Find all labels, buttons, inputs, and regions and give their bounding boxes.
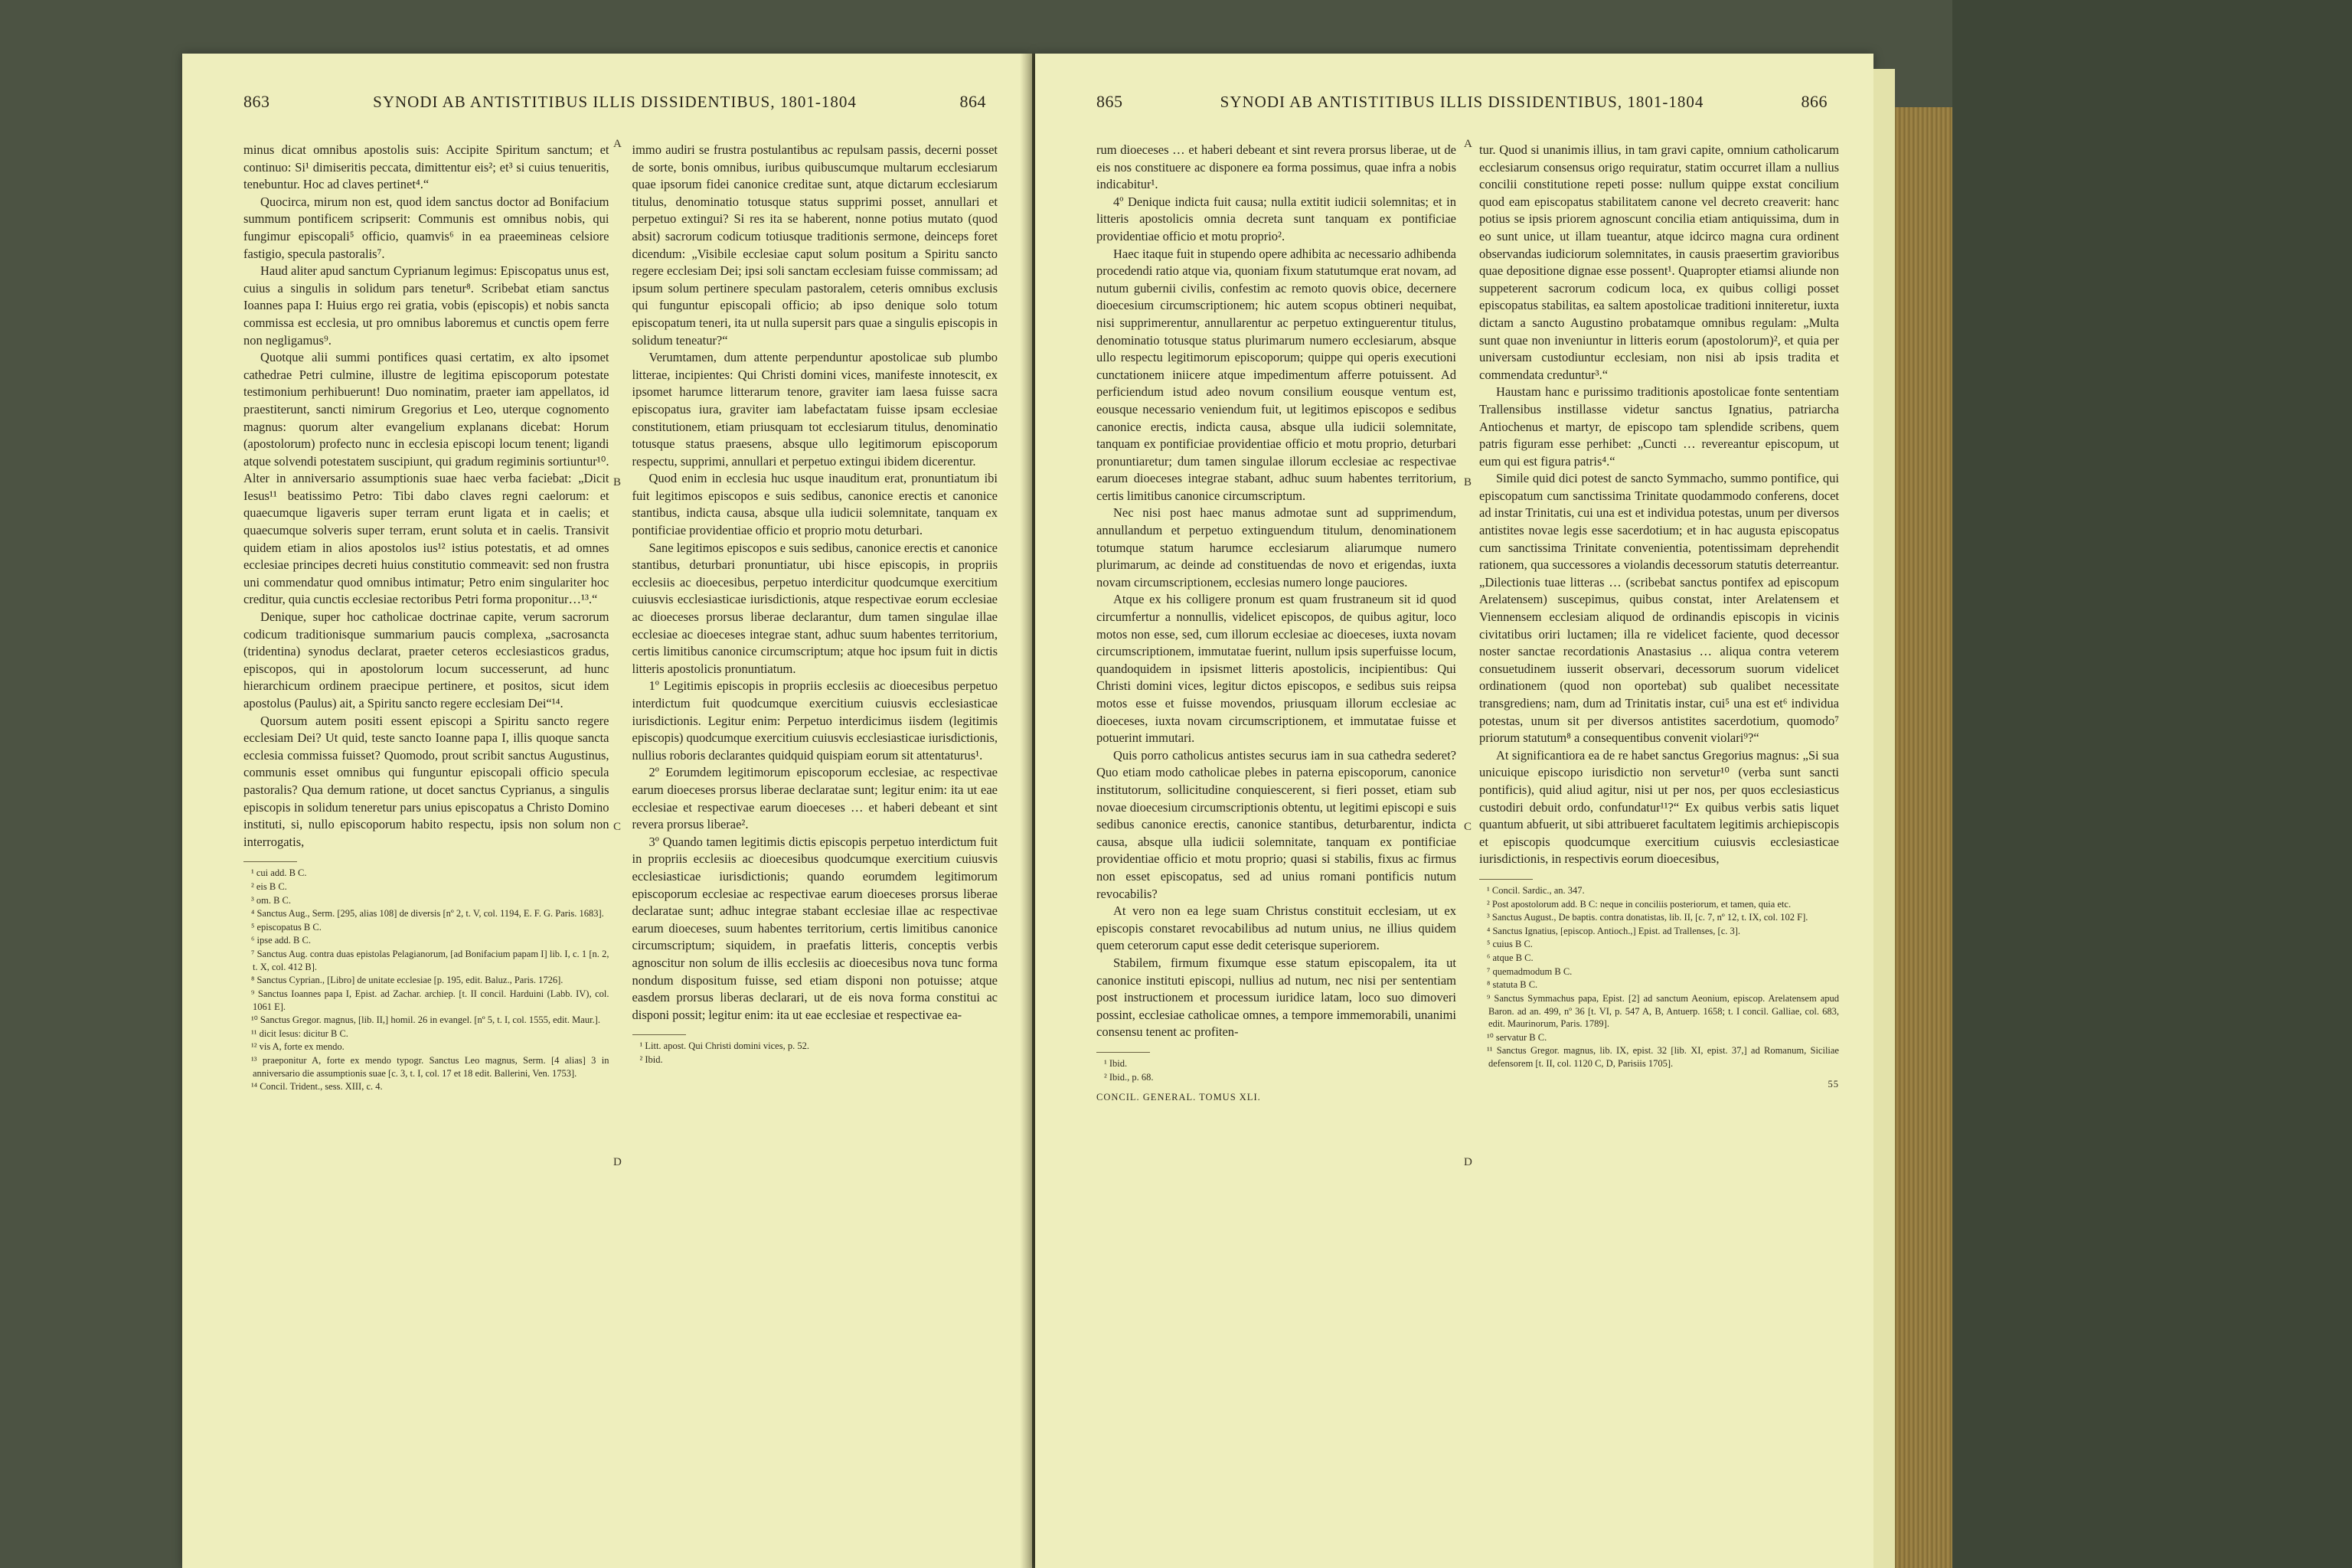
footnote-separator — [1479, 879, 1533, 880]
next-page-edge — [1873, 69, 1895, 1568]
footnote: ³ Sanctus August., De baptis. contra donatistas, lib. II, [c. 7, nº 12, t. IX, col. 102 F]. — [1487, 912, 1808, 923]
footnotes — [632, 1034, 998, 1066]
footnote: ⁵ cuius B C. — [1487, 939, 1533, 950]
footnote: ¹¹ dicit Iesus: dicitur B C. — [251, 1027, 348, 1039]
footnote: ¹ cui add. B C. — [251, 867, 307, 879]
footnote: ² Post apostolorum add. B C: neque in conciliis posteriorum, et tamen, quia etc. — [1487, 898, 1792, 910]
paragraph: Atque ex his colligere pronum est quam frustraneum sit id quod circumfertur a nonnullis, videlicet episcopos, de quibus agitur, loco motos non esse, sed, cum illorum ecclesiae ac dioeceses, iuxta novam circumscriptionem, immutatae fuerint, nullum ipsis superfuisse locum, quandoquidem in ipsismet litteris apostolicis, incipientibus: Qui Christi domini vices, legitur dictos episcopos, e sedibus suis reipsa motos esse et fuisse movendos, priusquam illorum ecclesiae ac dioeceses, iuxta novam circumscriptionem, et immutatae fuisse et potuerint immutari. — [1096, 592, 1456, 746]
footnote: ¹² vis A, forte ex mendo. — [251, 1041, 345, 1053]
footnote: ² Ibid. — [639, 1054, 663, 1065]
text-column-865 — [1096, 142, 1456, 1537]
paragraph: 4º Denique indicta fuit causa; nulla extitit iudicii solemnitas; et in litteris apostolicis omnia decreta sunt tanquam ex pontificiae providentiae officio et motu proprio². — [1096, 194, 1456, 243]
text-column-864 — [632, 142, 998, 1537]
footnote-separator — [243, 861, 297, 862]
paragraph: Quotque alii summi pontifices quasi certatim, ex alto ipsomet cathedrae Petri culmine, illustre de legitima episcoporum potestate testimonium perhibuerunt! Duo nominatim, praeter iam appellatos, id praestiterunt, sancti nimirum Gregorius et Leo, uterque cognomento magnus: quorum alter evangelium explanans dicebat: Horum (apostolorum) profecto nunc in ecclesia episcopi locum tenent; ligandi atque solvendi potestatem suscipiunt, qui gradum regiminis sortiuntur¹⁰. Alter in anniversario assumptionis suae haec verba faciebat: „Dicit Iesus¹¹ beatissimo Petro: Tibi dabo claves regni caelorum: et quaecumque ligaveris super terram erunt ligata et in caelis; et quaecumque solveris super terram, erunt soluta et in caelis. Transivit quidem etiam in alios apostolos ius¹² istius potestatis, et ad omnes ecclesiae principes decreti huius constitutio commeavit: sed non frustra uni commendatur quod omnibus intimatur; Petro enim singulariter hoc creditur, quia cunctis ecclesiae rectoribus Petri forma proponitur…¹³.“ — [243, 350, 609, 607]
paragraph: Haud aliter apud sanctum Cyprianum legimus: Episcopatus unus est, cuius a singulis in solidum pars tenetur⁸. Scribebat etiam sanctus Ioannes papa I: Huius ergo rei gratia, vobis (episcopis) et nobis sancta commissa est ecclesia, ut pro omnibus laboremus et cunctis opem ferre non negligamus⁹. — [243, 263, 609, 348]
page-number: 866 — [1801, 92, 1828, 111]
left-book-page — [182, 54, 1032, 1568]
margin-letter: C — [1464, 821, 1472, 833]
footnote: ⁵ episcopatus B C. — [251, 921, 322, 933]
paragraph: Haec itaque fuit in stupendo opere adhibita ac necessario adhibenda procedendi ratio atque via, quoniam fixum statutumque erat novam, ad nutum gubernii civilis, confestim ac remoto quovis obice, decernere dioecesium circumscriptionem; hic autem scopus obtineri nequibat, nisi supprimerentur, annullarentur ac perpetuo extinguerentur titulus, denominatio totusque status plurimarum numero ecclesiarum, absque ullo respectu legitimorum episcoporum; quippe qui operis executioni cunctationem iniicere atque impedimentum afferre potuissent. Ad perficiendum istud adeo novum consilium eousque ventum est, eousque necessario veniendum fuit, ut legitimos episcopos e sedibus canonice erectis, indicta causa, absque ulla iudicii solemnitate, tanquam ex pontificiae providentiae officio et motu proprio, deturbari pronuntiaretur; dum tamen singulae illorum ecclesiae ac respectivae earum dioeceses integrae stabant, adhuc suum habentes territorium, certis limitibus canonice circumscriptum. — [1096, 246, 1456, 503]
margin-letter: B — [1464, 476, 1472, 488]
margin-letter: D — [1464, 1156, 1472, 1168]
paragraph: 3º Quando tamen legitimis dictis episcopis perpetuo interdictum fuit in propriis ecclesiis ac dioecesibus quodcumque exercitium cuiusvis ecclesiasticae iurisdictionis; quando eorumdem legitimorum episcoporum ecclesiae ac respectivae earum dioeceses prorsus liberae declaratae sunt; adhuc integrae stabant ecclesiae illae ac respectivae earum dioeceses, suum habentes territorium, certis limitibus canonice circumscriptum; siquidem, in praefatis litteris, conceptis verbis agnoscitur non solum de illis ecclesiis ac dioecesibus nova tunc forma nondum dispositum fuisse, sed etiam disponi non potuisse; atque easdem prorsus liberas declarari, ut de eis nova forma constitui ac disponi possit; legitur enim: ita ut eae ecclesiae et respectivae ea- — [632, 834, 998, 1022]
footnote-separator — [632, 1034, 686, 1035]
paragraph: minus dicat omnibus apostolis suis: Accipite Spiritum sanctum; et continuo: Si¹ dimiseritis peccata, dimittentur eis²; et³ si cuius tenueritis, tenebuntur. Hoc ad claves pertinet⁴.“ — [243, 142, 609, 192]
signature-mark: 55 — [1828, 1078, 1839, 1089]
footnote: ¹⁴ Concil. Trident., sess. XIII, c. 4. — [251, 1081, 383, 1093]
footnote: ² Ibid., p. 68. — [1104, 1071, 1154, 1083]
footnote: ² eis B C. — [251, 880, 287, 892]
footnote: ³ om. B C. — [251, 894, 292, 906]
paragraph: Sane legitimos episcopos e suis sedibus, canonice erectis et canonice stantibus, deturbari pronuntiatur, ubi hisce episcopis, in propriis ecclesiis ac dioecesibus, perpetuo interdicitur quodcumque exercitium cuiusvis ecclesiasticae iurisdictionis, atque respectivae eorum ecclesiae ac dioeceses prorsus liberae declarantur, dum tamen singulae illae ecclesiae ac dioeceses integrae stant, adhuc suum habentes territorium, certis limitibus canonice circumscriptum; atque hoc ipsum fuit in dictis litteris apostolicis pronuntiatum. — [632, 540, 998, 676]
footnote: ⁴ Sanctus Ignatius, [episcop. Antioch.,] Epist. ad Trallenses, [c. 3]. — [1487, 925, 1741, 936]
footnotes — [243, 861, 609, 1093]
paragraph: 1º Legitimis episcopis in propriis ecclesiis ac dioecesibus perpetuo interdictum fuit quodcumque exercitium cuiusvis ecclesiasticae iurisdictionis. Legitur enim: Perpetuo interdicimus iisdem (legitimis episcopis) quodcumque exercitium cuiusvis ecclesiasticae iurisdictionis, nullius roboris declarantes quidquid quispiam eorum sit attentaturus¹. — [632, 678, 998, 763]
footnotes — [1479, 879, 1839, 1070]
text-column-866 — [1479, 142, 1839, 1537]
footnote: ¹⁰ Sanctus Gregor. magnus, [lib. II,] homil. 26 in evangel. [nº 5, t. I, col. 1555, edit. Maur.]. — [251, 1014, 600, 1026]
footnote: ¹³ praeponitur A, forte ex mendo typogr. Sanctus Leo magnus, Serm. [4 alias] 3 in anniversario die assumptionis suae [c. 3, t. I, col. 17 et 18 edit. Ballerini, Ven. 1753]. — [251, 1055, 609, 1079]
margin-letter: C — [613, 821, 622, 833]
page-number: 865 — [1096, 92, 1123, 111]
running-title: SYNODI AB ANTISTITIBUS ILLIS DISSIDENTIBUS, 1801-1804 — [1220, 93, 1704, 111]
paragraph: Stabilem, firmum fixumque esse statum episcopalem, ita ut canonice instituti episcopi, nullius ad nutum, nec nisi per sententiam post instructionem et processum iuridice latam, loco suo dimoveri possint, ecclesiae catholicae omnes, a tempore immemorabili, unanimi consensu tenent ac profiten- — [1096, 955, 1456, 1040]
paragraph: Nec nisi post haec manus admotae sunt ad supprimendum, annullandum et perpetuo extinguendum titulum, denominationem totumque statum harumce ecclesiarum aliarumque numero plurimarum, ac deinde ad constituendas de novo et erigendas, iuxta novam circumscriptionem, ecclesias numero longe pauciores. — [1096, 505, 1456, 590]
book-fore-edge — [1895, 107, 1952, 1568]
paragraph: Quorsum autem positi essent episcopi a Spiritu sancto regere ecclesiam Dei? Ut quid, teste sancto Ioanne papa I, illis quoque sancta ecclesia commissa fuisset? Quomodo, prout scribit sanctus Augustinus, communis esset omnibus qui funguntur episcopali officio specula pastoralis? Qua demum ratione, ut docet sanctus Cyprianus, a singulis episcopis in solidum teneretur pars unius episcopatus a Christo Domino instituti, si, nullo episcoporum habito respectu, ipsis non solum non interrogatis, — [243, 713, 609, 849]
footnote: ⁹ Sanctus Symmachus papa, Epist. [2] ad sanctum Aeonium, episcop. Arelatensem apud Baron. ad an. 499, nº 36 [t. VI, p. 547 A, B, Antuerp. 1658; t. I concil. Galliae, col. 683, edit. Maurinorum, Paris. 1789]. — [1487, 992, 1839, 1030]
left-running-head — [243, 92, 986, 122]
paragraph: Quis porro catholicus antistes securus iam in sua cathedra sederet? Quo etiam modo catholicae plebes in paterna episcoporum, canonice institutorum, sollicitudine conquiescerent, si fieri posset, etiam sub novae dioecesium circumscriptionis obtentu, ut legitimi episcopi e suis sedibus canonice erectis, canonice stantibus, deturbarentur, indicta causa, absque ulla iudicii solemnitate, tanquam ex pontificiae providentiae officio et motu proprio; quasi si stabilis, fixus ac firmus non esset episcopatus, sed ad unius romani pontificis nutum revocabilis? — [1096, 747, 1456, 901]
margin-letter: D — [613, 1156, 622, 1168]
footnote: ¹ Ibid. — [1104, 1057, 1128, 1069]
margin-letter: A — [613, 138, 622, 150]
footnote: ⁷ quemadmodum B C. — [1487, 965, 1573, 977]
right-running-head — [1096, 92, 1828, 122]
paragraph: At vero non ea lege suam Christus constituit ecclesiam, ut ex episcopis constaret revocabilibus ad nutum unius, ne illius quidem quem ceterorum caput esse dedit ceterisque superiorem. — [1096, 903, 1456, 953]
page-number: 864 — [959, 92, 986, 111]
running-title: SYNODI AB ANTISTITIBUS ILLIS DISSIDENTIBUS, 1801-1804 — [373, 93, 857, 111]
footnote: ⁴ Sanctus Aug., Serm. [295, alias 108] de diversis [nº 2, t. V, col. 1194, E. F. G. Paris. 1683]. — [251, 908, 604, 920]
footnote: ¹⁰ servatur B C. — [1487, 1031, 1547, 1043]
footnote: ⁸ statuta B C. — [1487, 979, 1538, 991]
paragraph: At significantiora ea de re habet sanctus Gregorius magnus: „Si sua unicuique episcopo iurisdictio non servetur¹⁰ (verba sunt sancti pontificis), quid aliud agitur, nisi ut per nos, per quos ecclesiasticus custodiri debuit ordo, confundatur¹¹?“ Ex quibus verbis satis liquet quantum abfuerit, ut sibi attribueret facultatem legitimis archiepiscopis et episcopis quodcumque exercitium cuiusvis ecclesiasticae iurisdictionis, in respectivis eorum dioecesibus, — [1479, 747, 1839, 867]
footnote: ¹ Litt. apost. Qui Christi domini vices, p. 52. — [639, 1040, 809, 1052]
footnote-separator — [1096, 1052, 1150, 1053]
page-number: 863 — [243, 92, 270, 111]
footnote: ⁹ Sanctus Ioannes papa I, Epist. ad Zachar. archiep. [t. II concil. Harduini (Labb. IV), col. 1061 E]. — [251, 988, 609, 1012]
margin-letter: B — [613, 476, 622, 488]
footnote: ¹¹ Sanctus Gregor. magnus, lib. IX, epist. 32 [lib. XI, epist. 37,] ad Romanum, Siciliae defensorem [t. II, col. 1120 C, D, Parisiis 1705]. — [1487, 1045, 1839, 1070]
paragraph: immo audiri se frustra postulantibus ac repulsam passis, decerni posset de sorte, bonis omnibus, iuribus quibuscumque multarum ecclesiarum quae ipsorum fidei canonice creditae sunt, atque dictarum ecclesiarum titulus, denominatio totusque status supprimi posset, annullari et perpetuo extingui? Si res ita se haberent, nonne potius mutato (quod absit) sacrorum codicum totiusque traditionis sermone, deinceps foret dicendum: „Visibile ecclesiae caput solum positum a Spiritu sancto regere ecclesiam Dei; ipsi soli sanctam ecclesiam fuisse commissam; ad ipsum solum pertinere speculam pastoralem, ceteris omnibus exclusis qui funguntur episcopali officio; ab ipso denique solo totum episcopatum teneri, ita ut nulla supersit pars quae a singulis episcopis in solidum teneatur?“ — [632, 142, 998, 348]
right-book-page — [1035, 54, 1873, 1568]
footnotes — [1096, 1052, 1456, 1083]
book-cover-background — [1952, 0, 2352, 1568]
paragraph: rum dioeceses … et haberi debeant et sint revera prorsus liberae, ut de eis nos constituere ac disponere ea forma possimus, quae infra a nobis indicabitur¹. — [1096, 142, 1456, 192]
footnote: ⁶ ipse add. B C. — [251, 935, 311, 946]
paragraph: Simile quid dici potest de sancto Symmacho, summo pontifice, qui episcopatum cum sanctissima Trinitate quodammodo conferens, docet ad instar Trinitatis, cui una est et individua potestas, unum per diversos antistites novae legis esse sacerdotium; et in hac augusta episcopatus cum sanctissima Trinitate convenientia, potentissimam deprehendit rationem, qua successores a violandis decessorum statutis deterreantur. „Dilectionis tuae litteras … (scribebat sanctus pontifex ad episcopum Arelatensem) suscepimus, quibus constat, inter Arelatensem et Viennensem ecclesiam aliquod de ordinandis episcopis in vicinis civitatibus oriri luctamen; illa re videlicet faciente, quod decessor noster sanctae recordationis Anastasius … aliqua contra veterem consuetudinem iusserit observari, decessorum suorum videlicet ordinationem (quod non oportebat) sub qualibet necessitate transgrediens; nam, dum ad Trinitatis instar, cui⁵ una est et⁶ individua potestas, unum sit per diversos antistites sacerdotium, quomodo⁷ priorum statutum⁸ a consequentibus convenit violari⁹?“ — [1479, 471, 1839, 746]
paragraph: tur. Quod si unanimis illius, in tam gravi capite, omnium catholicarum ecclesiarum consensus origo requiratur, statim occurret illam a nullius concilii constitutione repeti posse: nullum quippe exstat concilium quod eam episcopatus stabilitatem canone vel decreto creaverit: hanc potius se ipsis priorem agnoscunt concilia etiam antiquissima, dum in eo sunt unice, ut illam tueantur, atque idcirco magna cura ordinent observandas iudiciorum solemnitates, in causis praesertim gravioribus quae depositione dignae esse possent¹. Quapropter etiamsi aliunde non suppeterent sacrorum codicum loca, ex quibus colligi posset episcopatus stabilitas, ea saltem apostolicae traditioni inniteretur, iuxta dictam a sancto Augustino probatamque omnibus regulam: „Multa sunt quae non inveniuntur in litteris eorum (apostolorum)², et quia per universam custodiuntur ecclesiam, non nisi ab ipsis tradita et commendata creduntur³.“ — [1479, 142, 1839, 382]
volume-signature: CONCIL. GENERAL. TOMUS XLI. — [1096, 1092, 1261, 1103]
paragraph: Haustam hanc e purissimo traditionis apostolicae fonte sententiam Trallensibus instillasse videtur sanctus Ignatius, patriarcha Antiochenus et martyr, de episcopo tam splendide scribens, quem patris figuram esse perhibet: „Cuncti … revereantur episcopum, ut eum qui est figura patris⁴.“ — [1479, 384, 1839, 469]
paragraph: Verumtamen, dum attente perpenduntur apostolicae sub plumbo litterae, incipientes: Qui Christi domini vices, manifeste innotescit, ex ipsomet harumce litterarum tenore, graviter iam laesa fuisse sacra episcopatus iura, graviter iam labefactatam fuisse ipsam ecclesiae constitutionem, etiam priusquam tot ecclesiarum titulus, denominatio totusque status praesens, absque ullo legitimorum episcoporum respectu, supprimi, annullari et perpetuo extingui ibidem dicerentur. — [632, 350, 998, 469]
footnote: ⁷ Sanctus Aug. contra duas epistolas Pelagianorum, [ad Bonifacium papam I] lib. I, c. 1 [n. 2, t. X, col. 412 B]. — [251, 949, 609, 972]
text-column-863 — [243, 142, 609, 1537]
margin-letter: A — [1464, 138, 1472, 150]
footnote: ¹ Concil. Sardic., an. 347. — [1487, 884, 1585, 896]
paragraph: Denique, super hoc catholicae doctrinae capite, verum sacrorum codicum traditionisque summarium paucis complexa, „sacrosancta (tridentina) synodus declarat, praeter ceteros ecclesiasticos gradus, episcopos, qui in apostolorum locum successerunt, ad hunc hierarchicum ordinem praecipue pertinere, et positos, sicut idem apostolus (Paulus) ait, a Spiritu sancto regere ecclesiam Dei“¹⁴. — [243, 609, 609, 710]
footnote: ⁶ atque B C. — [1487, 952, 1534, 964]
paragraph: Quod enim in ecclesia huc usque inauditum erat, pronuntiatum ibi fuit legitimos episcopos e suis sedibus, canonice erectis et canonice stantibus, indicta causa, absque ulla iudicii solemnitate, tanquam ex pontificiae providentiae officio et proprio motu deturbari. — [632, 471, 998, 538]
paragraph: 2º Eorumdem legitimorum episcoporum ecclesiae, ac respectivae earum dioeceses prorsus liberae declaratae sunt; legitur enim: ita ut eae ecclesiae et respectivae earum dioeceses … et haberi debeant et sint revera prorsus liberae². — [632, 765, 998, 832]
signature-line — [1096, 1091, 1456, 1104]
signature-line — [1479, 1078, 1839, 1091]
footnote: ⁸ Sanctus Cyprian., [Libro] de unitate ecclesiae [p. 195, edit. Baluz., Paris. 1726]. — [251, 975, 564, 986]
paragraph: Quocirca, mirum non est, quod idem sanctus doctor ad Bonifacium summum pontificem scripserit: Communis est omnibus nobis, qui fungimur episcopali⁵ officio, quamvis⁶ in ea praeemineas celsiore fastigio, specula pastoralis⁷. — [243, 194, 609, 261]
